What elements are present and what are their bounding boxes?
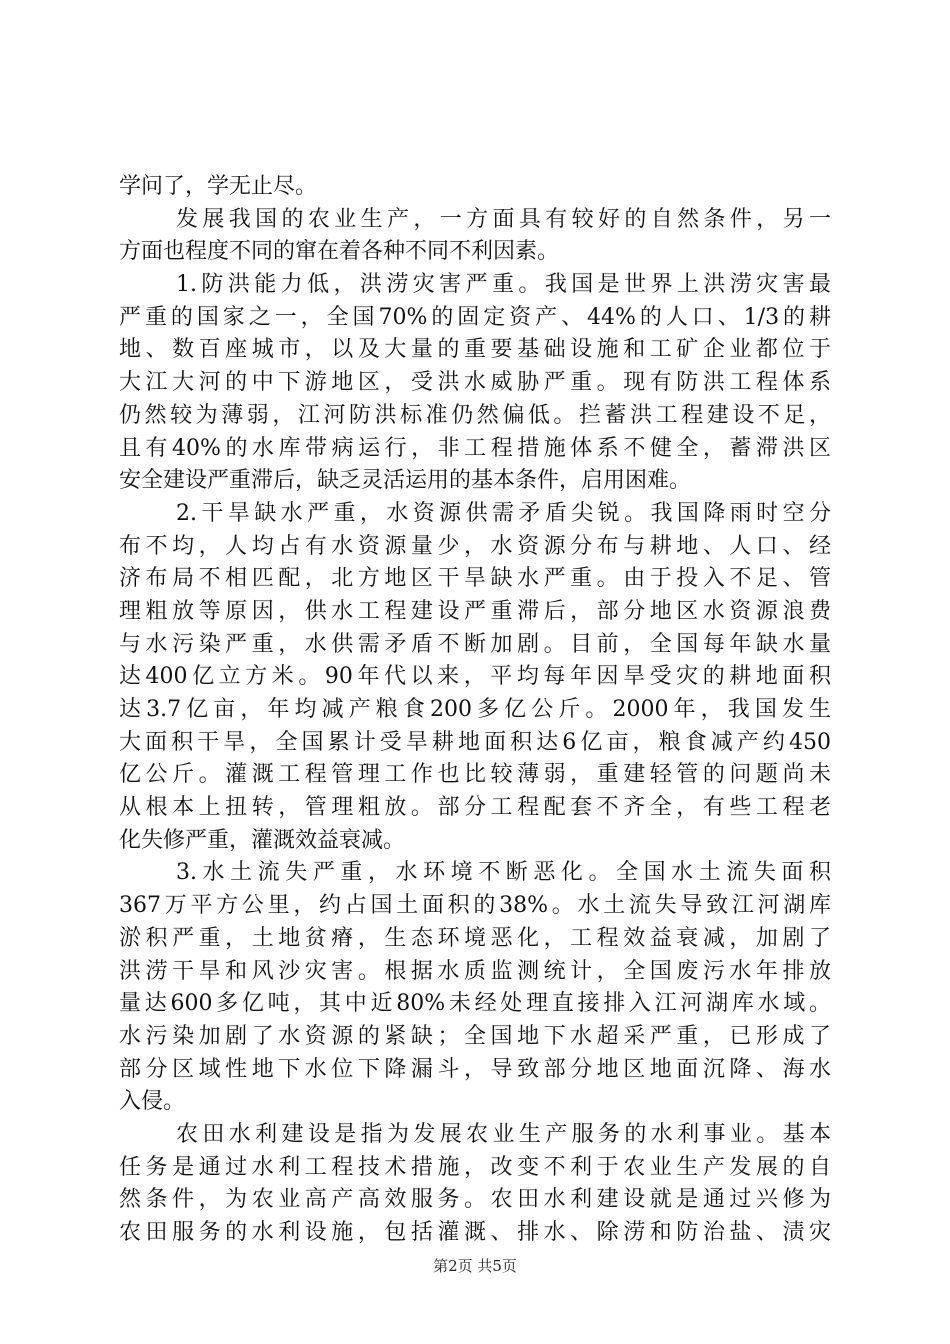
text-line: 学问了，学无止尽。 <box>119 174 318 199</box>
text-line: 济布局不相匹配，北方地区干旱缺水严重。由于投入不足、管 <box>119 566 831 592</box>
text-line: 部分区域性地下水位下降漏斗，导致部分地区地面沉降、海水 <box>119 1056 831 1082</box>
text-line: 亿公斤。灌溉工程管理工作也比较薄弱，重建轻管的问题尚未 <box>119 762 831 788</box>
text-line: 仍然较为薄弱，江河防洪标准仍然偏低。拦蓄洪工程建设不足， <box>119 402 831 428</box>
text-line: 安全建设严重滞后，缺乏灵活运用的基本条件，启用困难。 <box>119 468 692 494</box>
text-line: 达400亿立方米。90年代以来，平均每年因旱受灾的耕地面积 <box>119 664 831 690</box>
text-line: 从根本上扭转，管理粗放。部分工程配套不齐全，有些工程老 <box>119 795 831 821</box>
text-line: 严重的国家之一，全国70%的固定资产、44%的人口、1/3的耕 <box>119 304 831 330</box>
text-line: 大江大河的中下游地区，受洪水威胁严重。现有防洪工程体系 <box>119 370 831 396</box>
text-line: 大面积干旱，全国累计受旱耕地面积达6亿亩，粮食减产约450 <box>119 729 831 755</box>
text-line: 方面也程度不同的窜在着各种不同不利因素。 <box>119 239 560 265</box>
text-line: 1.防洪能力低，洪涝灾害严重。我国是世界上洪涝灾害最 <box>176 272 831 298</box>
text-line: 地、数百座城市，以及大量的重要基础设施和工矿企业都位于 <box>119 337 831 363</box>
text-line: 达3.7亿亩，年均减产粮食200多亿公斤。2000年，我国发生 <box>119 697 831 722</box>
text-line: 任务是通过水利工程技术措施，改变不利于农业生产发展的自 <box>119 1154 831 1180</box>
text-line: 入侵。 <box>119 1089 186 1115</box>
text-line: 淤积严重，土地贫瘠，生态环境恶化，工程效益衰减，加剧了 <box>119 925 831 951</box>
text-line: 且有40%的水库带病运行，非工程措施体系不健全，蓄滞洪区 <box>119 435 831 461</box>
text-line: 2.干旱缺水严重，水资源供需矛盾尖锐。我国降雨时空分 <box>176 500 831 526</box>
text-line: 农田水利建设是指为发展农业生产服务的水利事业。基本 <box>176 1121 831 1147</box>
text-line: 然条件，为农业高产高效服务。农田水利建设就是通过兴修为 <box>119 1187 831 1213</box>
text-line: 367万平方公里，约占国土面积的38%。水土流失导致江河湖库 <box>119 893 831 919</box>
page-number-footer: 第2页 共5页 <box>433 1257 517 1275</box>
text-line: 3.水土流失严重，水环境不断恶化。全国水土流失面积 <box>176 860 831 886</box>
text-line: 发展我国的农业生产，一方面具有较好的自然条件，另一 <box>176 206 831 232</box>
text-line: 量达600多亿吨，其中近80%未经处理直接排入江河湖库水域。 <box>119 991 831 1017</box>
text-line: 化失修严重，灌溉效益衰减。 <box>119 827 406 853</box>
text-line: 水污染加剧了水资源的紧缺；全国地下水超采严重，已形成了 <box>119 1023 831 1049</box>
text-line: 布不均，人均占有水资源量少，水资源分布与耕地、人口、经 <box>119 533 831 559</box>
text-line: 洪涝干旱和风沙灾害。根据水质监测统计，全国废污水年排放 <box>119 958 831 984</box>
text-line: 农田服务的水利设施，包括灌溉、排水、除涝和防治盐、渍灾 <box>119 1220 831 1245</box>
text-line: 理粗放等原因，供水工程建设严重滞后，部分地区水资源浪费 <box>119 598 831 624</box>
text-line: 与水污染严重，水供需矛盾不断加剧。目前，全国每年缺水量 <box>119 631 831 657</box>
document-body <box>119 171 831 1250</box>
